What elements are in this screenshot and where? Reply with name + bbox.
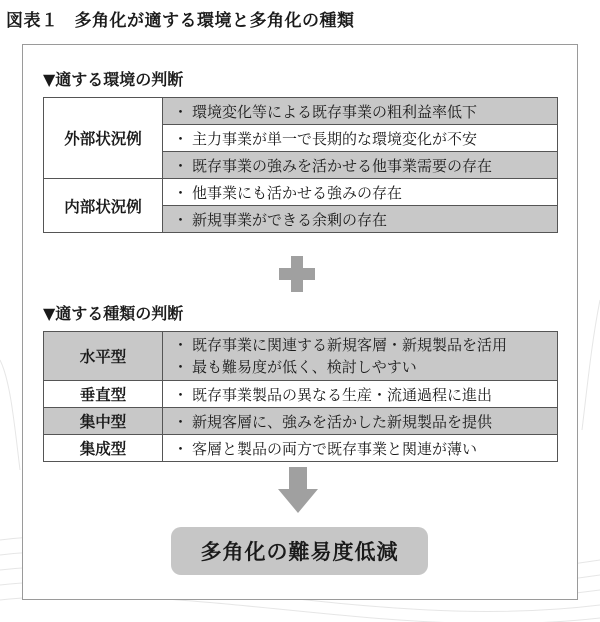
internal-label: 内部状況例: [44, 179, 163, 233]
external-item: [163, 152, 558, 179]
bullet: ・: [173, 156, 189, 175]
type-label-concentric: 集中型: [44, 408, 163, 435]
type-description: [163, 408, 558, 435]
table-row: [44, 179, 558, 206]
environment-heading: ▼適する環境の判断: [43, 70, 184, 89]
type-description: [163, 381, 558, 408]
type-line: [173, 356, 551, 378]
figure-number: 図表１: [6, 11, 59, 31]
figure-title-text: 多角化が適する環境と多角化の種類: [74, 11, 355, 31]
type-label-horizontal: 水平型: [44, 332, 163, 381]
type-description: [163, 435, 558, 462]
bullet: ・: [173, 129, 189, 148]
arrow-down-icon: [278, 467, 318, 513]
bullet: ・: [173, 358, 189, 376]
table-row: [44, 408, 558, 435]
result-box: 多角化の難易度低減: [171, 527, 428, 575]
table-row: [44, 435, 558, 462]
internal-item: [163, 179, 558, 206]
table-row: [44, 98, 558, 125]
bullet: ・: [173, 210, 189, 229]
item-text: 最も難易度が低く、検討しやすい: [192, 358, 417, 376]
bullet: ・: [173, 102, 189, 121]
bullet: ・: [173, 385, 189, 404]
type-label-vertical: 垂直型: [44, 381, 163, 408]
external-item: [163, 125, 558, 152]
item-text: 環境変化等による既存事業の粗利益率低下: [192, 102, 478, 121]
item-text: 既存事業の強みを活かせる他事業需要の存在: [192, 156, 493, 175]
bullet: ・: [173, 412, 189, 431]
table-row: [44, 381, 558, 408]
types-heading: ▼適する種類の判断: [43, 304, 184, 323]
type-label-conglomerate: 集成型: [44, 435, 163, 462]
environment-table: [43, 97, 558, 233]
item-text: 新規事業ができる余剰の存在: [192, 210, 388, 229]
item-text: 新規客層に、強みを活かした新規製品を提供: [192, 412, 493, 431]
types-table: [43, 331, 558, 462]
item-text: 他事業にも活かせる強みの存在: [192, 183, 403, 202]
external-label: 外部状況例: [44, 98, 163, 179]
item-text: 客層と製品の両方で既存事業と関連が薄い: [192, 439, 478, 458]
item-text: 主力事業が単一で長期的な環境変化が不安: [192, 129, 478, 148]
bullet: ・: [173, 336, 189, 354]
bullet: ・: [173, 439, 189, 458]
internal-item: [163, 206, 558, 233]
external-item: [163, 98, 558, 125]
plus-icon: [277, 254, 317, 294]
type-line: [173, 334, 551, 356]
bullet: ・: [173, 183, 189, 202]
table-row: [44, 332, 558, 381]
item-text: 既存事業に関連する新規客層・新規製品を活用: [192, 336, 508, 354]
type-description: [163, 332, 558, 381]
figure-frame: [22, 44, 578, 600]
figure-title: [6, 6, 355, 31]
item-text: 既存事業製品の異なる生産・流通過程に進出: [192, 385, 493, 404]
